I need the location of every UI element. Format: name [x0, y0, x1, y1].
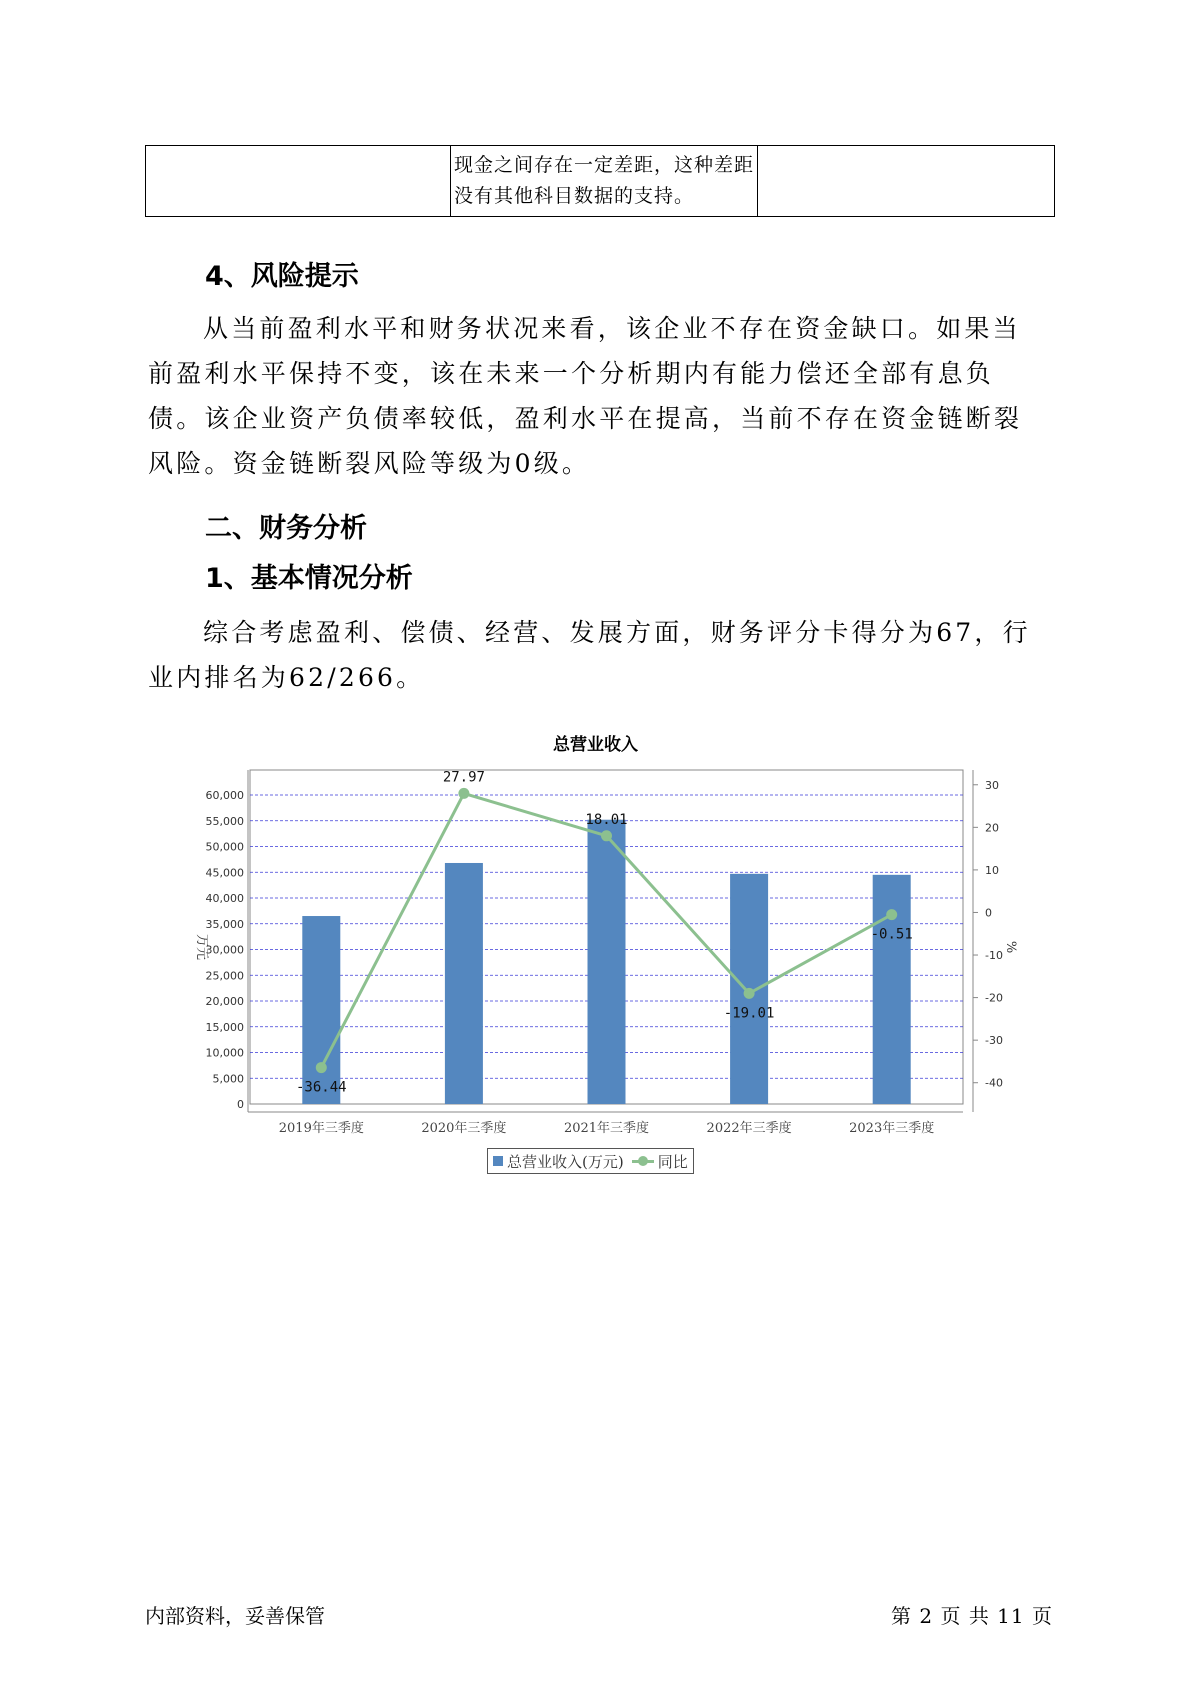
y-tick-label: 5,000	[212, 1072, 244, 1086]
yoy-point	[886, 909, 897, 920]
y-tick-label: 40,000	[205, 892, 244, 905]
bar	[302, 916, 340, 1104]
legend-line-swatch	[632, 1156, 654, 1166]
footer-left: 内部资料，妥善保管	[145, 1604, 325, 1628]
y-tick-label: 45,000	[205, 866, 244, 880]
risk-heading: 4、风险提示	[205, 261, 359, 292]
table-cell-right	[758, 146, 1055, 217]
y-tick-label: 15,000	[205, 1020, 244, 1034]
x-tick-label: 2019年三季度	[278, 1121, 364, 1136]
yoy-point	[316, 1062, 327, 1073]
chart-title: 总营业收入	[553, 735, 638, 755]
x-tick-label: 2022年三季度	[706, 1121, 792, 1136]
basic-paragraph: 综合考虑盈利、偿债、经营、发展方面，财务评分卡得分为67，行业内排名为62/266。	[148, 618, 1031, 692]
yoy-point	[601, 830, 612, 841]
table-cell-middle	[451, 146, 758, 217]
yoy-point	[458, 788, 469, 799]
finance-heading: 二、财务分析	[205, 513, 367, 544]
risk-paragraph: 从当前盈利水平和财务状况来看，该企业不存在资金缺口。如果当前盈利水平保持不变，该在未来一个分析期内有能力偿还全部有息负债。该企业资产负债率较低，盈利水平在提高，当前不存在资金链断裂风险。资金链断裂风险等级为0级。	[148, 314, 1023, 478]
y2-tick-label: 30	[985, 778, 999, 792]
y2-tick-label: -30	[985, 1034, 1003, 1048]
data-label: -0.51	[870, 926, 913, 943]
chart-legend	[487, 1148, 694, 1174]
legend-bar-label: 总营业收入(万元)	[507, 1152, 624, 1171]
y2-tick-label: -20	[985, 991, 1003, 1005]
data-label: 27.97	[442, 769, 485, 786]
y2-tick-label: 10	[985, 863, 999, 877]
y-tick-label: 55,000	[205, 814, 244, 828]
legend-line-label: 同比	[657, 1152, 688, 1171]
x-tick-label: 2020年三季度	[421, 1121, 507, 1136]
y-axis-label: 万元	[194, 933, 209, 961]
y2-tick-label: -10	[985, 949, 1003, 963]
y2-tick-label: 0	[985, 906, 992, 920]
table-cell-left	[146, 146, 451, 217]
page-number: 第 2 页 共 11 页	[891, 1604, 1053, 1628]
x-tick-label: 2023年三季度	[849, 1121, 935, 1136]
y-tick-label: 10,000	[205, 1046, 244, 1060]
revenue-chart	[180, 760, 1020, 1140]
x-tick-label: 2021年三季度	[563, 1121, 650, 1136]
y-tick-label: 35,000	[205, 917, 244, 931]
y2-tick-label: 20	[985, 821, 999, 835]
bar	[445, 863, 483, 1104]
y2-axis-label: %	[1003, 940, 1018, 954]
y-tick-label: 0	[237, 1098, 244, 1111]
bar	[588, 820, 626, 1104]
y-tick-label: 30,000	[205, 943, 244, 957]
y-tick-label: 20,000	[205, 995, 244, 1008]
y-tick-label: 50,000	[205, 840, 244, 854]
data-label: 18.01	[585, 811, 628, 828]
legend-bar-swatch	[493, 1156, 503, 1166]
yoy-point	[744, 988, 755, 999]
data-label: -36.44	[296, 1079, 347, 1096]
y-tick-label: 60,000	[205, 789, 244, 802]
basic-heading: 1、基本情况分析	[205, 563, 413, 594]
table-text-line: 现金之间存在一定差距，这种差距	[454, 154, 755, 176]
table-fragment	[145, 145, 1055, 217]
y-tick-label: 25,000	[205, 969, 244, 983]
table-text-line: 没有其他科目数据的支持。	[454, 185, 695, 207]
y2-tick-label: -40	[985, 1076, 1003, 1090]
data-label: -19.01	[723, 1005, 775, 1022]
